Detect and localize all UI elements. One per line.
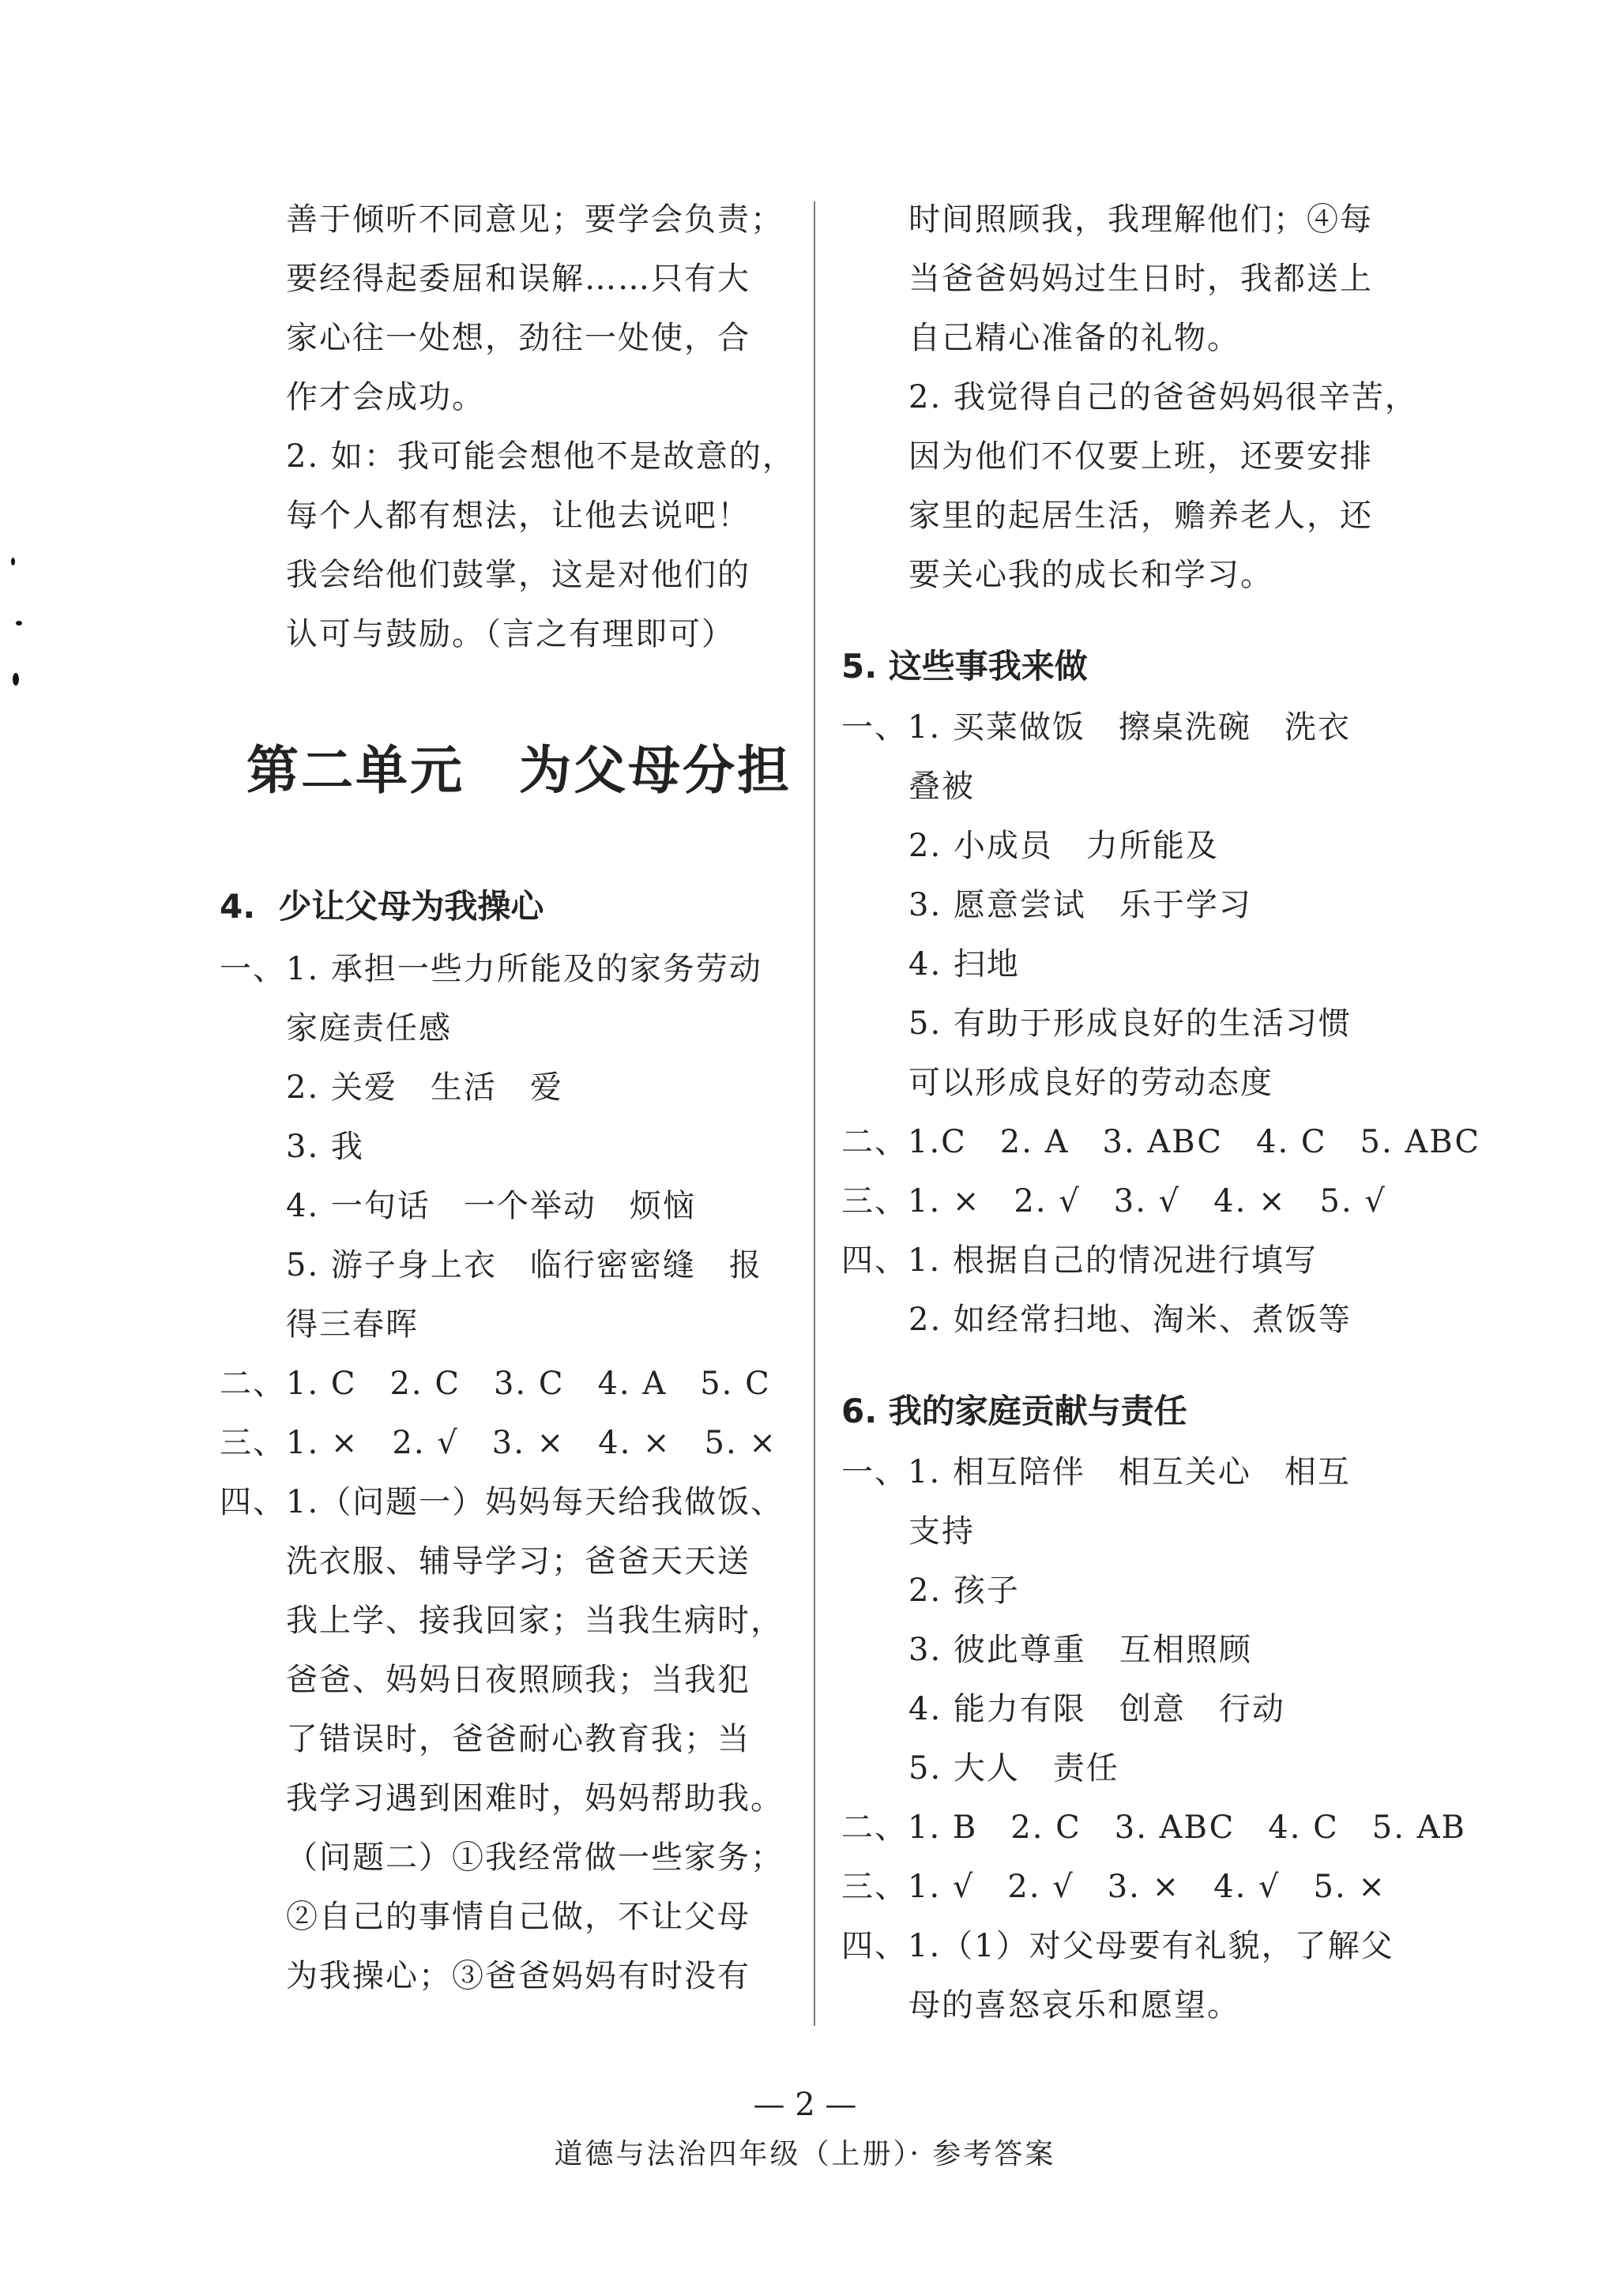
book-title: 道德与法治四年级（上册）· 参考答案 bbox=[554, 2138, 1056, 2170]
text-line: 时间照顾我，我理解他们；④每 bbox=[908, 201, 1373, 238]
section-heading-4: 4. 少让父母为我操心 bbox=[220, 887, 544, 926]
text-line: 2. 我觉得自己的爸爸妈妈很辛苦， bbox=[908, 379, 1418, 415]
answer-line: 5. 游子身上衣 临行密密缝 报 bbox=[286, 1247, 762, 1283]
answer-line: 为我操心；③爸爸妈妈有时没有 bbox=[286, 1958, 750, 1994]
answer-line: 4. 能力有限 创意 行动 bbox=[908, 1691, 1285, 1727]
answer-line: 三、1. × 2. √ 3. × 4. × 5. × bbox=[220, 1425, 777, 1461]
text-line: 认可与鼓励。（言之有理即可） bbox=[286, 616, 735, 652]
answer-line: 二、1. C 2. C 3. C 4. A 5. C bbox=[220, 1366, 771, 1402]
column-divider bbox=[814, 201, 815, 2026]
answer-line: 4. 扫地 bbox=[908, 946, 1020, 983]
answer-line: 二、1. B 2. C 3. ABC 4. C 5. AB bbox=[841, 1809, 1466, 1846]
answer-line: 一、1. 买菜做饭 擦桌洗碗 洗衣 bbox=[841, 709, 1351, 746]
answer-line: 得三春晖 bbox=[286, 1306, 419, 1343]
answer-line: 3. 愿意尝试 乐于学习 bbox=[908, 887, 1252, 923]
section-heading-5: 5. 这些事我来做 bbox=[841, 647, 1088, 686]
answer-line: 三、1. × 2. √ 3. √ 4. × 5. √ bbox=[841, 1183, 1386, 1219]
page-number: — 2 — bbox=[753, 2087, 857, 2123]
binding-mark bbox=[11, 558, 15, 566]
answer-line: 我上学、接我回家；当我生病时， bbox=[286, 1603, 784, 1639]
answer-line: 3. 彼此尊重 互相照顾 bbox=[908, 1632, 1252, 1668]
answer-line: 5. 大人 责任 bbox=[908, 1750, 1119, 1787]
answer-line: ②自己的事情自己做，不让父母 bbox=[286, 1899, 750, 1935]
answer-line: 一、1. 相互陪伴 相互关心 相互 bbox=[841, 1454, 1351, 1490]
text-line: 善于倾听不同意见；要学会负责； bbox=[286, 201, 784, 238]
answer-line: 2. 如经常扫地、淘米、煮饭等 bbox=[908, 1302, 1352, 1338]
binding-mark bbox=[13, 673, 19, 686]
answer-line: 2. 关爱 生活 爱 bbox=[286, 1069, 563, 1106]
answer-line: 母的喜怒哀乐和愿望。 bbox=[908, 1987, 1240, 2024]
unit-title: 第二单元 为父母分担 bbox=[246, 739, 792, 801]
text-line: 要经得起委屈和误解……只有大 bbox=[286, 261, 750, 297]
answer-line: 了错误时，爸爸耐心教育我；当 bbox=[286, 1721, 750, 1757]
answer-line: 洗衣服、辅导学习；爸爸天天送 bbox=[286, 1543, 750, 1580]
answer-line: 支持 bbox=[908, 1513, 975, 1550]
text-line: 2. 如：我可能会想他不是故意的， bbox=[286, 438, 796, 475]
binding-mark bbox=[16, 621, 22, 626]
answer-line: 家庭责任感 bbox=[286, 1010, 452, 1047]
text-line: 因为他们不仅要上班，还要安排 bbox=[908, 438, 1373, 475]
answer-line: 2. 孩子 bbox=[908, 1573, 1020, 1609]
text-line: 家里的起居生活，赡养老人，还 bbox=[908, 498, 1373, 534]
answer-line: 二、1.C 2. A 3. ABC 4. C 5. ABC bbox=[841, 1124, 1481, 1160]
answer-line: 爸爸、妈妈日夜照顾我；当我犯 bbox=[286, 1662, 750, 1698]
text-line: 自己精心准备的礼物。 bbox=[908, 320, 1240, 356]
text-line: 每个人都有想法，让他去说吧！ bbox=[286, 498, 750, 534]
answer-line: 2. 小成员 力所能及 bbox=[908, 828, 1219, 864]
answer-line: 我学习遇到困难时，妈妈帮助我。 bbox=[286, 1780, 784, 1817]
text-line: 当爸爸妈妈过生日时，我都送上 bbox=[908, 261, 1373, 297]
answer-line: 可以形成良好的劳动态度 bbox=[908, 1065, 1273, 1101]
answer-line: （问题二）①我经常做一些家务； bbox=[286, 1839, 784, 1876]
text-line: 我会给他们鼓掌，这是对他们的 bbox=[286, 557, 750, 593]
answer-line: 叠被 bbox=[908, 768, 975, 805]
answer-line: 4. 一句话 一个举动 烦恼 bbox=[286, 1188, 696, 1224]
answer-line: 一、1. 承担一些力所能及的家务劳动 bbox=[220, 951, 762, 987]
section-heading-6: 6. 我的家庭贡献与责任 bbox=[841, 1392, 1187, 1430]
answer-line: 3. 我 bbox=[286, 1129, 364, 1165]
answer-line: 5. 有助于形成良好的生活习惯 bbox=[908, 1005, 1352, 1042]
answer-line: 四、1. 根据自己的情况进行填写 bbox=[841, 1242, 1318, 1279]
answer-line: 三、1. √ 2. √ 3. × 4. √ 5. × bbox=[841, 1869, 1386, 1905]
text-line: 作才会成功。 bbox=[286, 379, 485, 415]
text-line: 家心往一处想，劲往一处使，合 bbox=[286, 320, 750, 356]
answer-line: 四、1.（问题一）妈妈每天给我做饭、 bbox=[220, 1484, 784, 1520]
answer-line: 四、1.（1）对父母要有礼貌，了解父 bbox=[841, 1928, 1394, 1964]
text-line: 要关心我的成长和学习。 bbox=[908, 557, 1273, 593]
